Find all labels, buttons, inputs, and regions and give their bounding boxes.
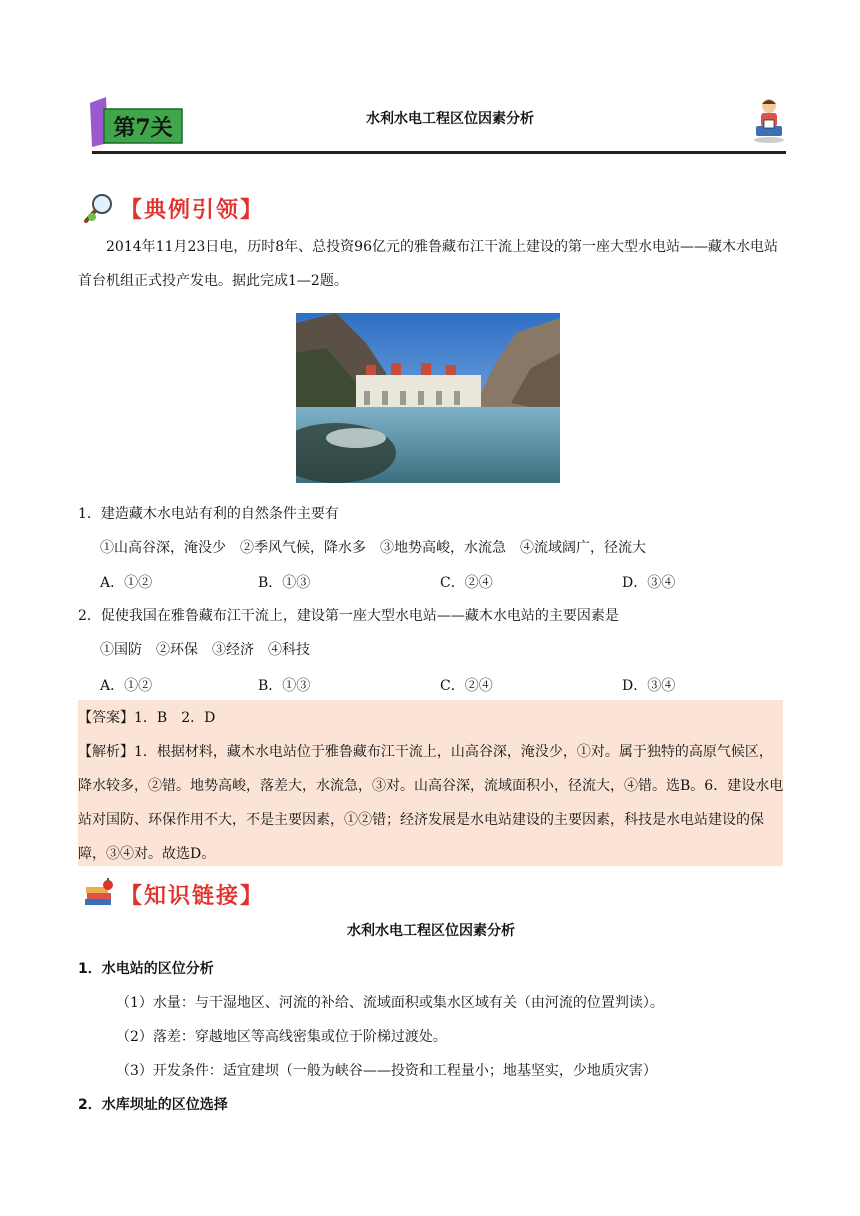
knowledge-title: 水利水电工程区位因素分析 — [347, 923, 515, 939]
knowledge-heading-1: 1．水电站的区位分析 — [78, 961, 214, 977]
header-title: 水利水电工程区位因素分析 — [366, 111, 534, 127]
header-rule — [92, 151, 786, 154]
intro-paragraph: 2014年11月23日电，历时8年、总投资96亿元的雅鲁藏布江干流上建设的第一座大型水电站——藏木水电站首台机组正式投产发电。据此完成1—2题。 — [78, 239, 778, 289]
q1-option-b[interactable]: B．①③ — [258, 575, 311, 591]
knowledge-item-3: （3）开发条件：适宜建坝（一般为峡谷——投资和工程量小；地基坚实，少地质灾害） — [116, 1063, 657, 1079]
knowledge-item-2: （2）落差：穿越地区等高线密集或位于阶梯过渡处。 — [116, 1029, 447, 1045]
question-2-items: ①国防 ②环保 ③经济 ④科技 — [100, 642, 310, 658]
books-icon — [82, 877, 116, 911]
dam-photo — [296, 313, 560, 483]
knowledge-banner — [82, 876, 264, 912]
answer-line: 【答案】1．B 2．D — [78, 710, 216, 726]
badge-text: 第7关 — [113, 115, 173, 141]
knowledge-item-1: （1）水量：与干湿地区、河流的补给、流域面积或集水区域有关（由河流的位置判读）。 — [116, 995, 664, 1011]
knowledge-banner-text: 【知识链接】 — [120, 883, 265, 909]
knowledge-heading-2: 2．水库坝址的区位选择 — [78, 1097, 228, 1113]
question-1-stem: 1．建造藏木水电站有利的自然条件主要有 — [78, 506, 339, 522]
example-banner-text: 【典例引领】 — [120, 197, 265, 223]
q2-option-d[interactable]: D．③④ — [622, 678, 676, 694]
q1-option-d[interactable]: D．③④ — [622, 575, 676, 591]
question-1-items: ①山高谷深，淹没少 ②季风气候，降水多 ③地势高峻，水流急 ④流域阔广，径流大 — [100, 540, 646, 556]
magnifier-icon — [82, 191, 116, 225]
example-banner — [82, 190, 264, 226]
question-2-stem: 2．促使我国在雅鲁藏布江干流上，建设第一座大型水电站——藏木水电站的主要因素是 — [78, 608, 619, 624]
chapter-badge — [86, 95, 186, 151]
analysis-paragraph: 【解析】1．根据材料，藏木水电站位于雅鲁藏布江干流上，山高谷深，淹没少，①对。属于独特的高原气候区，降水较多，②错。地势高峻，落差大，水流急，③对。山高谷深，流域面积小，径流大，④错。选B。6．建设水电站对国防、环保作用不大，不是主要因素，①②错；经济发展是水电站建设的主要因素，科技是水电站建设的保障，③④对。故选D。 — [78, 744, 784, 862]
q1-option-a[interactable]: A．①② — [100, 575, 153, 591]
reading-child-icon — [752, 96, 786, 144]
q2-option-b[interactable]: B．①③ — [258, 678, 311, 694]
q2-option-c[interactable]: C．②④ — [440, 678, 493, 694]
q2-option-a[interactable]: A．①② — [100, 678, 153, 694]
q1-option-c[interactable]: C．②④ — [440, 575, 493, 591]
